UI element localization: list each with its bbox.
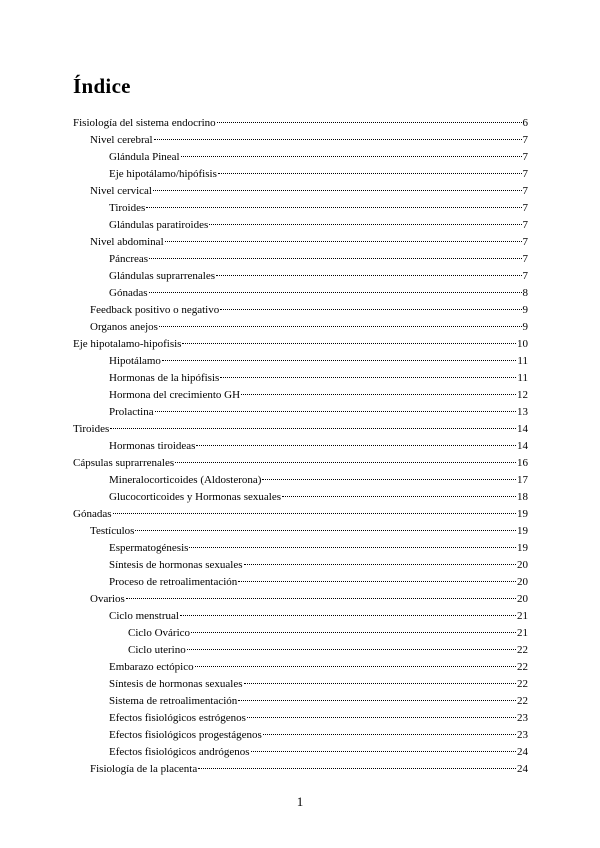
- toc-dot-leader: [146, 207, 521, 208]
- toc-entry-page: 7: [522, 168, 528, 180]
- toc-entry[interactable]: [73, 183, 528, 200]
- toc-entry-title: Gónadas: [73, 508, 112, 520]
- toc-entry-title: Espermatogénesis: [109, 542, 189, 554]
- toc-entry-title: Fisiología de la placenta: [90, 763, 198, 775]
- toc-entry-title: Ovarios: [90, 593, 125, 605]
- toc-entry[interactable]: [73, 642, 528, 659]
- toc-dot-leader: [244, 564, 516, 565]
- toc-entry[interactable]: [73, 404, 528, 421]
- toc-entry-title: Ciclo Ovárico: [128, 627, 191, 639]
- toc-entry-page: 23: [517, 712, 528, 724]
- page-title: Índice: [73, 74, 131, 98]
- toc-dot-leader: [251, 751, 516, 752]
- toc-dot-leader: [195, 666, 516, 667]
- toc-dot-leader: [216, 275, 522, 276]
- toc-entry-page: 6: [522, 117, 528, 129]
- toc-dot-leader: [135, 530, 516, 531]
- toc-entry[interactable]: [73, 744, 528, 761]
- toc-entry-title: Glucocorticoides y Hormonas sexuales: [109, 491, 281, 503]
- page-number: 1: [296, 794, 304, 809]
- toc-dot-leader: [220, 377, 516, 378]
- toc-dot-leader: [238, 700, 516, 701]
- toc-dot-leader: [238, 581, 516, 582]
- toc-entry[interactable]: [73, 472, 528, 489]
- toc-entry-page: 14: [517, 423, 528, 435]
- toc-dot-leader: [113, 513, 517, 514]
- toc-entry-title: Proceso de retroalimentación: [109, 576, 238, 588]
- toc-entry[interactable]: [73, 761, 528, 778]
- toc-entry-title: Glándula Pineal: [109, 151, 180, 163]
- toc-entry-page: 24: [517, 746, 528, 758]
- toc-entry-title: Sistema de retroalimentación: [109, 695, 238, 707]
- toc-entry-title: Hormona del crecimiento GH: [109, 389, 241, 401]
- toc-entry-page: 22: [517, 661, 528, 673]
- toc-dot-leader: [220, 309, 521, 310]
- toc-dot-leader: [155, 411, 516, 412]
- toc-entry-page: 16: [517, 457, 528, 469]
- toc-entry[interactable]: [73, 659, 528, 676]
- toc-entry-title: Glándulas suprarrenales: [109, 270, 215, 282]
- toc-entry-page: 9: [522, 321, 528, 333]
- toc-entry-title: Síntesis de hormonas sexuales: [109, 678, 243, 690]
- toc-entry-page: 21: [517, 610, 528, 622]
- toc-dot-leader: [196, 445, 516, 446]
- toc-entry[interactable]: [73, 727, 528, 744]
- toc-entry-title: Hipotálamo: [109, 355, 161, 367]
- toc-dot-leader: [218, 173, 522, 174]
- toc-entry[interactable]: [73, 438, 528, 455]
- toc-entry-title: Fisiología del sistema endocrino: [73, 117, 216, 129]
- toc-dot-leader: [262, 479, 516, 480]
- toc-entry[interactable]: [73, 625, 528, 642]
- toc-entry-title: Tiroides: [109, 202, 146, 214]
- toc-entry-title: Páncreas: [109, 253, 149, 265]
- table-of-contents: [73, 115, 528, 778]
- toc-entry-page: 11: [517, 372, 528, 384]
- toc-dot-leader: [263, 734, 516, 735]
- toc-entry[interactable]: [73, 387, 528, 404]
- toc-dot-leader: [162, 360, 516, 361]
- toc-entry[interactable]: [73, 591, 528, 608]
- toc-entry-title: Nivel cervical: [90, 185, 152, 197]
- toc-dot-leader: [182, 343, 516, 344]
- toc-entry-page: 18: [517, 491, 528, 503]
- toc-entry[interactable]: [73, 574, 528, 591]
- toc-entry[interactable]: [73, 234, 528, 251]
- toc-entry-page: 22: [517, 644, 528, 656]
- toc-entry[interactable]: [73, 217, 528, 234]
- toc-entry-page: 7: [522, 185, 528, 197]
- toc-entry-title: Embarazo ectópico: [109, 661, 194, 673]
- toc-entry-title: Hormonas de la hipófisis: [109, 372, 220, 384]
- toc-entry-title: Efectos fisiológicos estrógenos: [109, 712, 246, 724]
- toc-entry[interactable]: [73, 693, 528, 710]
- toc-entry-page: 11: [517, 355, 528, 367]
- toc-entry-page: 13: [517, 406, 528, 418]
- toc-entry[interactable]: [73, 200, 528, 217]
- toc-entry-title: Hormonas tiroideas: [109, 440, 196, 452]
- toc-entry-title: Organos anejos: [90, 321, 158, 333]
- toc-entry-page: 7: [522, 253, 528, 265]
- toc-entry[interactable]: [73, 506, 528, 523]
- toc-dot-leader: [165, 241, 522, 242]
- toc-entry[interactable]: [73, 115, 528, 132]
- toc-entry-title: Síntesis de hormonas sexuales: [109, 559, 243, 571]
- toc-entry[interactable]: [73, 608, 528, 625]
- toc-entry-page: 22: [517, 695, 528, 707]
- toc-entry-page: 7: [522, 134, 528, 146]
- toc-entry[interactable]: [73, 370, 528, 387]
- toc-entry[interactable]: [73, 285, 528, 302]
- toc-dot-leader: [282, 496, 516, 497]
- toc-entry[interactable]: [73, 557, 528, 574]
- toc-entry-title: Ciclo uterino: [128, 644, 186, 656]
- toc-dot-leader: [180, 615, 516, 616]
- toc-dot-leader: [198, 768, 516, 769]
- toc-entry-page: 7: [522, 219, 528, 231]
- toc-entry-page: 8: [522, 287, 528, 299]
- toc-entry[interactable]: [73, 540, 528, 557]
- toc-entry-page: 19: [517, 508, 528, 520]
- toc-dot-leader: [244, 683, 516, 684]
- toc-dot-leader: [217, 122, 522, 123]
- toc-entry-title: Ciclo menstrual: [109, 610, 179, 622]
- toc-entry-page: 20: [517, 593, 528, 605]
- toc-entry-title: Nivel cerebral: [90, 134, 153, 146]
- toc-entry-page: 19: [517, 542, 528, 554]
- toc-entry[interactable]: [73, 676, 528, 693]
- toc-dot-leader: [126, 598, 516, 599]
- toc-entry-page: 10: [517, 338, 528, 350]
- toc-entry[interactable]: [73, 523, 528, 540]
- toc-entry[interactable]: [73, 149, 528, 166]
- toc-entry-page: 19: [517, 525, 528, 537]
- toc-dot-leader: [110, 428, 516, 429]
- toc-dot-leader: [149, 258, 521, 259]
- toc-entry[interactable]: [73, 302, 528, 319]
- toc-entry[interactable]: [73, 710, 528, 727]
- toc-entry-page: 24: [517, 763, 528, 775]
- toc-dot-leader: [175, 462, 516, 463]
- toc-dot-leader: [149, 292, 522, 293]
- toc-entry[interactable]: [73, 319, 528, 336]
- toc-entry-page: 20: [517, 576, 528, 588]
- toc-entry[interactable]: [73, 455, 528, 472]
- toc-entry-title: Mineralocorticoides (Aldosterona): [109, 474, 262, 486]
- toc-entry-title: Gónadas: [109, 287, 148, 299]
- toc-entry[interactable]: [73, 353, 528, 370]
- toc-dot-leader: [187, 649, 516, 650]
- toc-entry-title: Eje hipotálamo/hipófisis: [109, 168, 217, 180]
- toc-dot-leader: [241, 394, 516, 395]
- toc-entry-title: Prolactina: [109, 406, 154, 418]
- toc-entry-title: Nivel abdominal: [90, 236, 164, 248]
- toc-dot-leader: [247, 717, 516, 718]
- toc-dot-leader: [181, 156, 522, 157]
- toc-entry-title: Testículos: [90, 525, 135, 537]
- toc-entry-page: 20: [517, 559, 528, 571]
- toc-dot-leader: [154, 139, 522, 140]
- toc-entry-title: Glándulas paratiroides: [109, 219, 209, 231]
- toc-entry-title: Feedback positivo o negativo: [90, 304, 220, 316]
- toc-entry[interactable]: [73, 166, 528, 183]
- toc-entry-title: Cápsulas suprarrenales: [73, 457, 175, 469]
- toc-entry[interactable]: [73, 251, 528, 268]
- toc-entry-page: 22: [517, 678, 528, 690]
- toc-entry-page: 17: [517, 474, 528, 486]
- toc-entry-title: Eje hipotalamo-hipofisis: [73, 338, 182, 350]
- toc-entry-page: 21: [517, 627, 528, 639]
- toc-entry-page: 12: [517, 389, 528, 401]
- toc-entry[interactable]: [73, 268, 528, 285]
- toc-entry-title: Efectos fisiológicos andrógenos: [109, 746, 250, 758]
- toc-entry-page: 7: [522, 236, 528, 248]
- toc-entry[interactable]: [73, 421, 528, 438]
- toc-entry-page: 9: [522, 304, 528, 316]
- toc-entry-page: 7: [522, 270, 528, 282]
- toc-entry[interactable]: [73, 336, 528, 353]
- toc-entry-page: 14: [517, 440, 528, 452]
- toc-dot-leader: [209, 224, 521, 225]
- toc-entry[interactable]: [73, 132, 528, 149]
- toc-entry-title: Tiroides: [73, 423, 110, 435]
- toc-dot-leader: [153, 190, 522, 191]
- toc-entry[interactable]: [73, 489, 528, 506]
- toc-entry-title: Efectos fisiológicos progestágenos: [109, 729, 262, 741]
- toc-entry-page: 7: [522, 202, 528, 214]
- toc-dot-leader: [159, 326, 522, 327]
- toc-dot-leader: [191, 632, 516, 633]
- toc-entry-page: 23: [517, 729, 528, 741]
- toc-entry-page: 7: [522, 151, 528, 163]
- toc-dot-leader: [189, 547, 516, 548]
